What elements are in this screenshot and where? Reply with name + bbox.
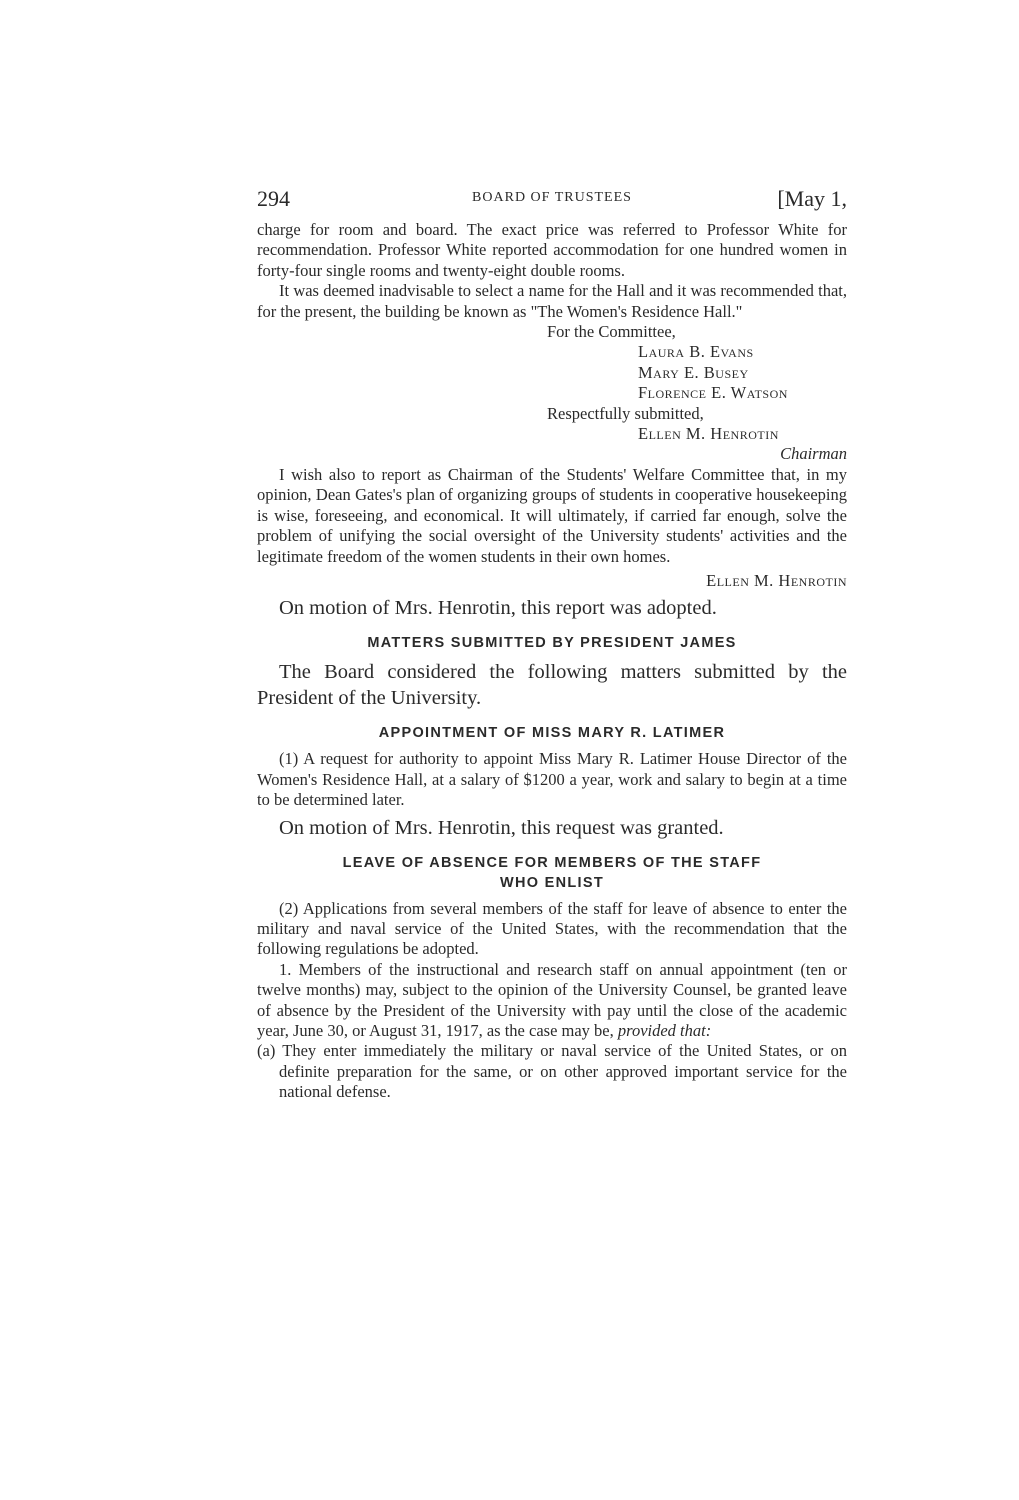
paragraph-charge: charge for room and board. The exact price was referred to Professor White for recommendation. Professor White reported accommodation for one hundred women in forty-four single rooms and twenty-eight double rooms. xyxy=(257,220,847,280)
heading-leave xyxy=(257,853,847,893)
sig-name: Florence E. Watson xyxy=(638,383,788,403)
heading-appointment: APPOINTMENT OF MISS MARY R. LATIMER xyxy=(378,725,726,742)
committee-signature xyxy=(257,322,847,465)
running-title: BOARD OF TRUSTEES xyxy=(472,190,632,205)
rule-1-emphasis: provided that: xyxy=(617,1020,712,1040)
paragraph-item-a: (a) They enter immediately the military or naval service of the United States, or on definite preparation for the same, or on other approved important service for the national defense. xyxy=(257,1041,847,1102)
paragraph-board: The Board considered the following matters submitted by the President of the University. xyxy=(257,661,847,710)
motion-adopted: On motion of Mrs. Henrotin, this report was adopted. xyxy=(279,597,717,620)
sig-intro: For the Committee, xyxy=(547,322,676,342)
running-head xyxy=(257,186,847,220)
motion-granted: On motion of Mrs. Henrotin, this request was granted. xyxy=(279,816,724,839)
paragraph-welfare: I wish also to report as Chairman of the Students' Welfare Committee that, in my opinion, Dean Gates's plan of organizing groups of students in cooperative housekeeping is wise, foreseeing, and economical. It will ultimately, if carried far enough, solve the problem of unifying the social oversight of the University students' activities and the legitimate freedom of the women students in their own homes. xyxy=(257,464,847,566)
running-date: [May 1, xyxy=(777,186,847,211)
paragraph-applications: (2) Applications from several members of the staff for leave of absence to enter the military and naval service of the United States, with the recommendation that the following regulations be adopted. xyxy=(257,898,847,959)
sig-henrotin: Ellen M. Henrotin xyxy=(706,570,847,590)
heading-matters: MATTERS SUBMITTED BY PRESIDENT JAMES xyxy=(367,635,737,652)
heading-leave-line1: LEAVE OF ABSENCE FOR MEMBERS OF THE STAFF xyxy=(342,854,762,871)
rule-1-text: 1. Members of the instructional and research staff on annual appointment (ten or twelve months) may, subject to the opinion of the University Counsel, be granted leave of absence by the President of the University with pay until the close of the academic year, June 30, or August 31, 1917, as the case may be, xyxy=(257,959,847,1040)
paragraph-latimer: (1) A request for authority to appoint Miss Mary R. Latimer House Director of the Women's Residence Hall, at a salary of $1200 a year, work and salary to begin at a time to be determined later. xyxy=(257,749,847,810)
sig-name: Laura B. Evans xyxy=(638,342,754,362)
text-column xyxy=(257,186,847,1103)
sig-name: Mary E. Busey xyxy=(638,362,749,382)
paragraph-rule-1 xyxy=(257,960,847,1042)
sig-submitted: Respectfully submitted, xyxy=(547,403,704,423)
sig-chair-name: Ellen M. Henrotin xyxy=(638,424,779,444)
page-number: 294 xyxy=(257,186,290,211)
sig-chair-title: Chairman xyxy=(780,444,847,464)
paragraph-hall-name: It was deemed inadvisable to select a name for the Hall and it was recommended that, for the present, the building be known as "The Women's Residence Hall." xyxy=(257,281,847,321)
heading-leave-line2: WHO ENLIST xyxy=(499,874,605,891)
